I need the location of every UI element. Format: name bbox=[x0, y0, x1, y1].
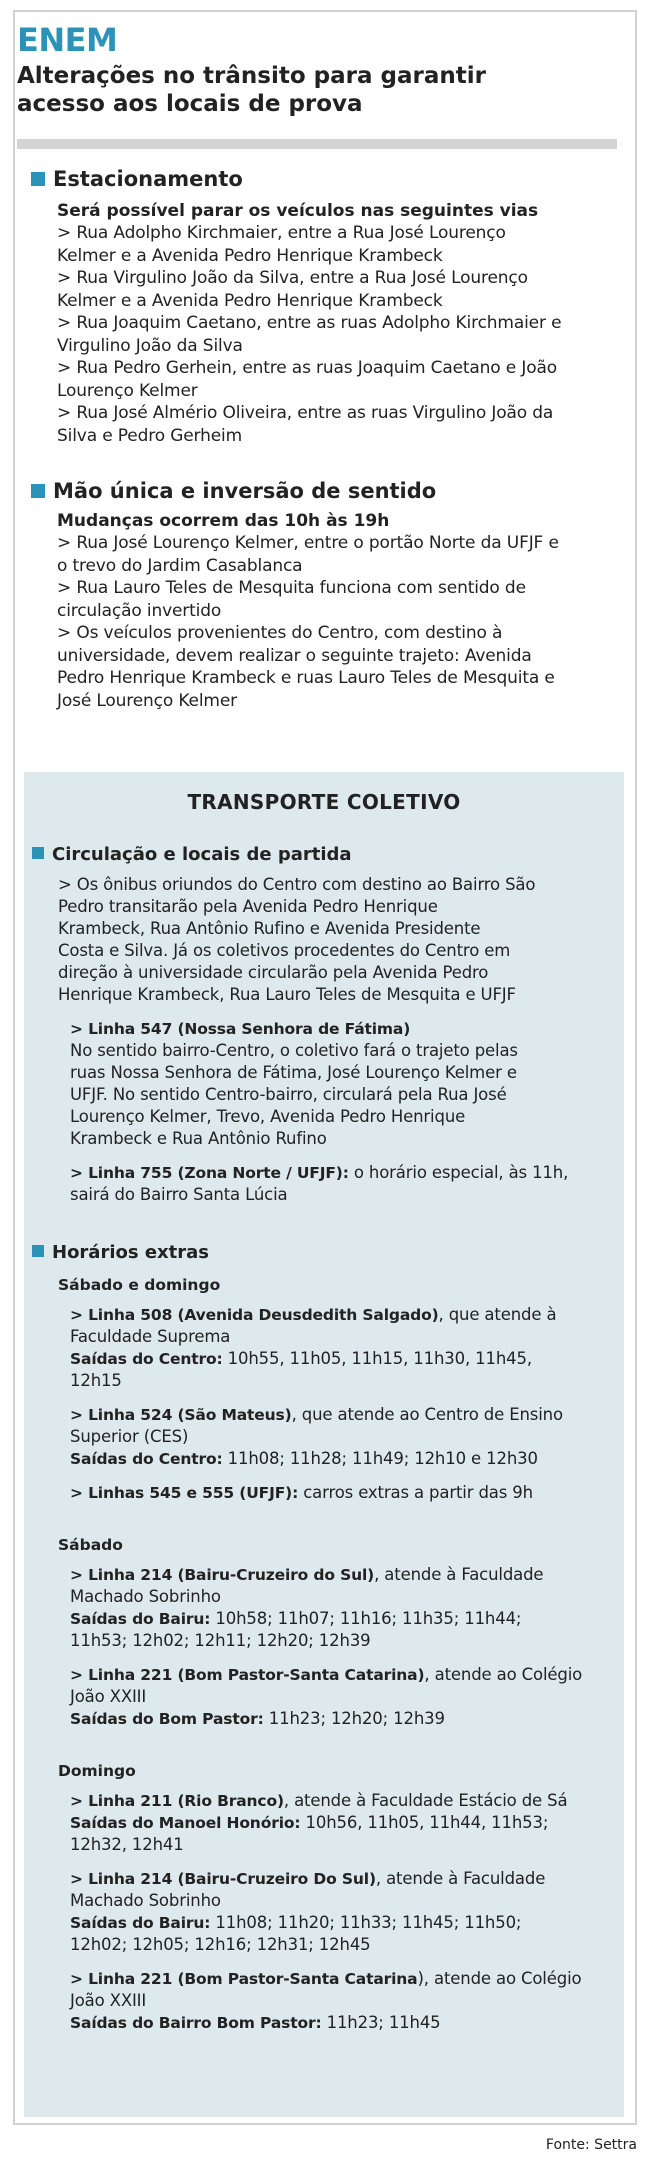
section-title bbox=[34, 1240, 619, 1266]
text-line: Henrique Krambeck, Rua Lauro Teles de Mesquita e UFJF bbox=[58, 985, 516, 1004]
text-line: Krambeck, Rua Antônio Rufino e Avenida Presidente bbox=[58, 919, 481, 938]
headline-line: Alterações no trânsito para garantir bbox=[17, 63, 486, 89]
linha-508 bbox=[70, 1304, 619, 1392]
section-body bbox=[57, 532, 633, 712]
saidas-times: 11h08; 11h20; 11h33; 11h45; 11h50; bbox=[210, 1913, 522, 1932]
section-estacionamento bbox=[33, 166, 633, 447]
linha-524 bbox=[70, 1404, 619, 1470]
section-body bbox=[58, 874, 619, 1006]
text-line: > Rua Joaquim Caetano, entre as ruas Adolpho Kirchmaier e bbox=[57, 313, 562, 333]
linha-547 bbox=[70, 1018, 619, 1150]
text-line: Kelmer e a Avenida Pedro Henrique Krambeck bbox=[57, 290, 443, 311]
text-line: > Rua Virgulino João da Silva, entre a Rua José Lourenço bbox=[57, 268, 528, 288]
saidas-times: 11h23; 11h45 bbox=[321, 2013, 441, 2032]
linhas-545-555 bbox=[70, 1482, 619, 1504]
section-title-text: Horários extras bbox=[52, 1242, 210, 1263]
section-title-text: Circulação e locais de partida bbox=[52, 844, 352, 865]
text-line: Lourenço Kelmer bbox=[57, 380, 198, 401]
section-title-text: Mão única e inversão de sentido bbox=[53, 479, 437, 503]
day-label: Sábado e domingo bbox=[58, 1276, 221, 1294]
saidas-times: 12h32, 12h41 bbox=[70, 1835, 184, 1854]
day-label: Sábado bbox=[58, 1536, 123, 1554]
line-text: João XXIII bbox=[70, 1687, 147, 1706]
line-heading: > Linha 221 (Bom Pastor-Santa Catarina) bbox=[70, 1666, 425, 1684]
line-text: Machado Sobrinho bbox=[70, 1891, 221, 1910]
line-text: ), atende ao Colégio bbox=[417, 1969, 582, 1988]
kicker: ENEM bbox=[17, 21, 118, 59]
section-horarios bbox=[34, 1240, 619, 2034]
line-text: , atende à Faculdade bbox=[375, 1869, 546, 1888]
saidas-times: 10h56, 11h05, 11h44, 11h53; bbox=[300, 1813, 549, 1832]
headline-line: acesso aos locais de prova bbox=[17, 91, 363, 117]
line-heading: > Linha 508 (Avenida Deusdedith Salgado) bbox=[70, 1306, 439, 1324]
text-line: No sentido bairro-Centro, o coletivo fará o trajeto pelas bbox=[70, 1041, 518, 1060]
section-title bbox=[33, 478, 633, 504]
section-title bbox=[33, 166, 633, 192]
text-line: > Rua José Almério Oliveira, entre as ruas Virgulino João da bbox=[57, 403, 554, 423]
line-heading: > Linhas 545 e 555 (UFJF): bbox=[70, 1484, 299, 1502]
saidas-label: Saídas do Bairu: bbox=[70, 1610, 211, 1628]
text-line: Lourenço Kelmer, Trevo, Avenida Pedro Henrique bbox=[70, 1107, 466, 1126]
section-subtitle: Será possível parar os veículos nas seguintes vias bbox=[57, 201, 539, 221]
line-text: carros extras a partir das 9h bbox=[298, 1483, 533, 1502]
header bbox=[17, 22, 617, 118]
text-line: Pedro transitarão pela Avenida Pedro Henrique bbox=[58, 897, 438, 916]
linha-755 bbox=[70, 1162, 619, 1206]
text-line: direção à universidade circularão pela Avenida Pedro bbox=[58, 963, 489, 982]
saidas-label: Saídas do Manoel Honório: bbox=[70, 1814, 301, 1832]
line-heading: > Linha 755 (Zona Norte / UFJF): bbox=[70, 1164, 349, 1182]
saidas-times: 12h15 bbox=[70, 1371, 122, 1390]
text-line: circulação invertido bbox=[57, 600, 222, 621]
section-mao-unica bbox=[33, 478, 633, 712]
line-text: sairá do Bairro Santa Lúcia bbox=[70, 1185, 288, 1204]
text-line: Kelmer e a Avenida Pedro Henrique Krambeck bbox=[57, 245, 443, 266]
line-body bbox=[70, 1040, 619, 1150]
line-text: , atende ao Colégio bbox=[424, 1665, 583, 1684]
line-text: , atende à Faculdade Estácio de Sá bbox=[283, 1791, 568, 1810]
text-line: ruas Nossa Senhora de Fátima, José Lourenço Kelmer e bbox=[70, 1063, 517, 1082]
text-line: > Rua Lauro Teles de Mesquita funciona com sentido de bbox=[57, 578, 526, 598]
section-title bbox=[34, 842, 619, 868]
headline bbox=[17, 62, 617, 118]
text-line: Krambeck e Rua Antônio Rufino bbox=[70, 1129, 327, 1148]
line-text: , atende à Faculdade bbox=[374, 1565, 544, 1584]
saidas-times: 11h23; 12h20; 12h39 bbox=[263, 1709, 445, 1728]
saidas-times: 10h58; 11h07; 11h16; 11h35; 11h44; bbox=[210, 1609, 522, 1628]
text-line: o trevo do Jardim Casablanca bbox=[57, 555, 303, 576]
text-line: José Lourenço Kelmer bbox=[57, 690, 237, 711]
header-rule bbox=[17, 139, 617, 149]
section-subtitle: Mudanças ocorrem das 10h às 19h bbox=[57, 511, 390, 531]
saidas-times: 11h53; 12h02; 12h11; 12h20; 12h39 bbox=[70, 1631, 371, 1650]
line-text: , que atende ao Centro de Ensino bbox=[291, 1405, 563, 1424]
text-line: Virgulino João da Silva bbox=[57, 335, 243, 356]
text-line: > Rua Adolpho Kirchmaier, entre a Rua José Lourenço bbox=[57, 223, 506, 243]
line-text: Machado Sobrinho bbox=[70, 1587, 221, 1606]
linha-221-sabado bbox=[70, 1664, 619, 1730]
saidas-label: Saídas do Bairu: bbox=[70, 1914, 211, 1932]
linha-214-sabado bbox=[70, 1564, 619, 1652]
square-bullet-icon bbox=[31, 484, 45, 498]
text-line: > Os veículos provenientes do Centro, com destino à bbox=[57, 623, 503, 643]
linha-211 bbox=[70, 1790, 619, 1856]
text-line: > Rua José Lourenço Kelmer, entre o portão Norte da UFJF e bbox=[57, 533, 559, 553]
square-bullet-icon bbox=[32, 1245, 44, 1257]
text-line: UFJF. No sentido Centro-bairro, circulará pela Rua José bbox=[70, 1085, 507, 1104]
saidas-label: Saídas do Centro: bbox=[70, 1450, 223, 1468]
section-body bbox=[57, 222, 633, 447]
transporte-coletivo-panel bbox=[24, 772, 624, 2117]
line-text: Faculdade Suprema bbox=[70, 1327, 231, 1346]
day-label: Domingo bbox=[58, 1762, 136, 1780]
linha-221-domingo bbox=[70, 1968, 619, 2034]
linha-214-domingo bbox=[70, 1868, 619, 1956]
line-text: o horário especial, às 11h, bbox=[348, 1163, 569, 1182]
saidas-times: 11h08; 11h28; 11h49; 12h10 e 12h30 bbox=[222, 1449, 538, 1468]
source-credit: Fonte: Settra bbox=[545, 2137, 637, 2153]
line-heading: > Linha 214 (Bairu-Cruzeiro Do Sul) bbox=[70, 1870, 376, 1888]
panel-title: TRANSPORTE COLETIVO bbox=[187, 790, 461, 814]
saidas-label: Saídas do Centro: bbox=[70, 1350, 223, 1368]
line-heading: > Linha 214 (Bairu-Cruzeiro do Sul) bbox=[70, 1566, 375, 1584]
text-line: Silva e Pedro Gerheim bbox=[57, 425, 242, 446]
section-title-text: Estacionamento bbox=[53, 167, 243, 191]
line-text: Superior (CES) bbox=[70, 1427, 189, 1446]
saidas-label: Saídas do Bom Pastor: bbox=[70, 1710, 264, 1728]
section-circulacao bbox=[34, 842, 619, 1206]
line-text: , que atende à bbox=[438, 1305, 557, 1324]
square-bullet-icon bbox=[32, 847, 44, 859]
text-line: universidade, devem realizar o seguinte trajeto: Avenida bbox=[57, 645, 532, 666]
text-line: > Os ônibus oriundos do Centro com destino ao Bairro São bbox=[58, 875, 536, 894]
saidas-times: 12h02; 12h05; 12h16; 12h31; 12h45 bbox=[70, 1935, 371, 1954]
text-line: Pedro Henrique Krambeck e ruas Lauro Teles de Mesquita e bbox=[57, 668, 555, 688]
line-heading: > Linha 524 (São Mateus) bbox=[70, 1406, 292, 1424]
line-heading: > Linha 211 (Rio Branco) bbox=[70, 1792, 284, 1810]
text-line: > Rua Pedro Gerhein, entre as ruas Joaquim Caetano e João bbox=[57, 358, 558, 378]
saidas-times: 10h55, 11h05, 11h15, 11h30, 11h45, bbox=[222, 1349, 532, 1368]
saidas-label: Saídas do Bairro Bom Pastor: bbox=[70, 2014, 322, 2032]
text-line: Costa e Silva. Já os coletivos procedentes do Centro em bbox=[58, 941, 511, 960]
square-bullet-icon bbox=[31, 172, 45, 186]
line-heading: > Linha 547 (Nossa Senhora de Fátima) bbox=[70, 1020, 411, 1038]
line-text: João XXIII bbox=[70, 1991, 147, 2010]
line-heading: > Linha 221 (Bom Pastor-Santa Catarina bbox=[70, 1970, 418, 1988]
